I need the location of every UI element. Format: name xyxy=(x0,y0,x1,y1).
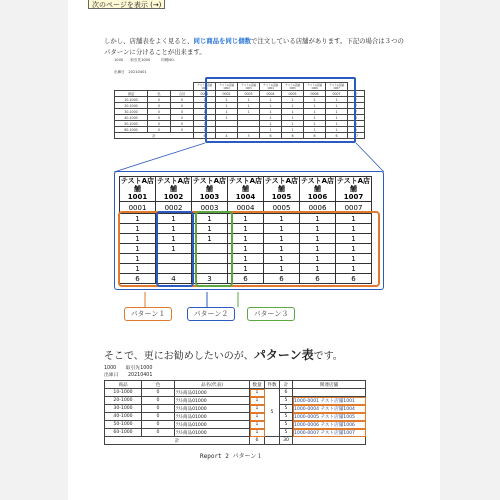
column-header: 計 xyxy=(280,381,293,389)
row-total-cell: 5 xyxy=(280,405,293,413)
shop-code-cell: 0006 xyxy=(300,202,336,214)
item-cell: 50-1000 xyxy=(105,421,142,429)
shop-name-cell: テストA店舗1006 xyxy=(304,83,326,91)
total-label: 計 xyxy=(105,437,250,445)
table-row xyxy=(105,389,366,397)
qty-cell: 1 xyxy=(194,97,216,103)
qty-cell: 1 xyxy=(264,264,300,274)
qty-cell: 1 xyxy=(260,127,282,133)
pattern1-label: パターン１ xyxy=(124,307,172,321)
total-row xyxy=(105,437,366,445)
sum-cell: 0 xyxy=(171,115,194,121)
color-cell: 0 xyxy=(142,389,175,397)
qty-cell: 1 xyxy=(250,421,265,429)
qty-cell: 1 xyxy=(326,97,348,103)
item-cell: 20-1000 xyxy=(115,103,148,109)
row-total-cell: 5 xyxy=(280,421,293,429)
qty-cell: 1 xyxy=(192,234,228,244)
column-header: 関連店舗 xyxy=(293,381,366,389)
product-name-cell: ﾃｽﾄ商品01000 xyxy=(175,421,250,429)
column-total-cell: 6 xyxy=(336,274,372,284)
qty-cell: 1 xyxy=(120,254,156,264)
qty-cell: 1 xyxy=(264,224,300,234)
report2-date: 出庫日 20210401 xyxy=(104,372,153,378)
qty-cell: 1 xyxy=(260,115,282,121)
qty-cell: 1 xyxy=(194,127,216,133)
qty-cell: 1 xyxy=(260,109,282,115)
report2 xyxy=(104,366,374,445)
column-header: 色 xyxy=(142,381,175,389)
related-shop-cell: 1000-0006 テスト店舗1006 xyxy=(293,421,366,429)
qty-cell: 1 xyxy=(304,97,326,103)
related-shop-cell: 1000-0004 テスト店舗1004 xyxy=(293,405,366,413)
column-total-cell: 3 xyxy=(238,133,260,139)
qty-cell: 1 xyxy=(216,97,238,103)
color-cell: 0 xyxy=(148,109,171,115)
qty-cell: 1 xyxy=(228,264,264,274)
column-total-cell: 6 xyxy=(260,133,282,139)
report1-date: 出庫日 20210401 xyxy=(114,70,147,74)
shop-code-cell: 0001 xyxy=(194,91,216,97)
row-total-cell: 7 xyxy=(348,103,365,109)
pattern2-outline xyxy=(156,211,194,287)
qty-cell: 1 xyxy=(156,214,192,224)
color-cell: 0 xyxy=(148,115,171,121)
qty-cell: 1 xyxy=(260,97,282,103)
shop-name-cell: テストA店舗 1004 xyxy=(228,177,263,201)
qty-cell: 1 xyxy=(326,103,348,109)
sum-cell: 0 xyxy=(171,121,194,127)
table-cell xyxy=(293,437,366,445)
qty-total-cell: 6 xyxy=(250,437,265,445)
shop-code-cell: 0007 xyxy=(336,202,372,214)
column-total-cell: 6 xyxy=(228,274,264,284)
row-total-cell: 6 xyxy=(280,389,293,397)
zoomed-table-panel xyxy=(114,171,384,290)
qty-cell: 1 xyxy=(120,234,156,244)
section-headline: そこで、更にお勧めしたいのが、パターン表です。 xyxy=(104,348,343,362)
qty-cell: 1 xyxy=(238,103,260,109)
row-total-cell: 6 xyxy=(348,115,365,121)
qty-cell: 1 xyxy=(192,214,228,224)
qty-cell: 1 xyxy=(238,97,260,103)
shop-code-cell: 0003 xyxy=(238,91,260,97)
qty-cell: 1 xyxy=(336,244,372,254)
item-cell: 20-1000 xyxy=(105,397,142,405)
qty-cell: 1 xyxy=(264,234,300,244)
column-total-cell: 4 xyxy=(156,274,192,284)
column-total-cell: 4 xyxy=(216,133,238,139)
qty-cell: 1 xyxy=(282,109,304,115)
qty-cell: 1 xyxy=(326,109,348,115)
figure-caption: Report 2 パターン１ xyxy=(200,453,263,460)
qty-cell: 1 xyxy=(300,224,336,234)
column-total-cell: 6 xyxy=(194,133,216,139)
qty-cell: 1 xyxy=(282,97,304,103)
color-cell: 0 xyxy=(142,405,175,413)
table-row xyxy=(105,405,366,413)
color-cell: 0 xyxy=(148,121,171,127)
shop-name-cell: テストA店舗 1006 xyxy=(300,177,335,201)
qty-cell: 1 xyxy=(156,244,192,254)
qty-cell: 1 xyxy=(282,103,304,109)
column-total-cell: 6 xyxy=(304,133,326,139)
row-total-cell: 7 xyxy=(348,97,365,103)
qty-cell: 1 xyxy=(264,254,300,264)
zoom-shop-row xyxy=(120,177,372,202)
qty-cell: 1 xyxy=(300,234,336,244)
qty-cell: 1 xyxy=(228,254,264,264)
pattern2-label: パターン２ xyxy=(187,307,235,321)
qty-cell: 1 xyxy=(250,413,265,421)
shop-code-cell: 0004 xyxy=(228,202,264,214)
row-total-cell: 5 xyxy=(348,127,365,133)
qty-cell: 1 xyxy=(250,397,265,405)
qty-cell: 1 xyxy=(228,244,264,254)
pattern3-outline xyxy=(195,211,233,287)
product-name-cell: ﾃｽﾄ商品01000 xyxy=(175,389,250,397)
shop-name-cell: テストA店舗 1007 xyxy=(336,177,371,201)
shop-code-cell: 0002 xyxy=(216,91,238,97)
shop-code-cell: 0007 xyxy=(326,91,348,97)
qty-cell: 1 xyxy=(304,121,326,127)
table-row xyxy=(105,397,366,405)
next-page-button[interactable]: 次のページを表示 (→) xyxy=(88,0,165,9)
column-header: 数量 xyxy=(250,381,265,389)
column-header: 商品 xyxy=(105,381,142,389)
qty-cell: 1 xyxy=(194,109,216,115)
column-total-cell: 6 xyxy=(300,274,336,284)
qty-cell: 1 xyxy=(336,254,372,264)
qty-cell: 1 xyxy=(156,224,192,234)
count-cell: 5 xyxy=(265,389,280,437)
qty-cell: 1 xyxy=(250,389,265,397)
qty-cell: 1 xyxy=(238,109,260,115)
shop-name-cell: テストA店舗1007 xyxy=(326,83,348,91)
qty-cell: 1 xyxy=(228,214,264,224)
qty-cell: 1 xyxy=(282,115,304,121)
column-header: 色 xyxy=(148,91,171,97)
sum-cell: 0 xyxy=(171,127,194,133)
qty-cell: 1 xyxy=(156,234,192,244)
shop-name-cell: テストA店舗1003 xyxy=(238,83,260,91)
intro-paragraph: しかし、店舗表をよく見ると、同じ商品を同じ個数で注文している店舗があります。下記の場合は３つのパターンに分けることが出来ます。 xyxy=(104,37,404,56)
qty-cell: 1 xyxy=(250,405,265,413)
qty-cell: 1 xyxy=(120,244,156,254)
column-header: 商品 xyxy=(115,91,148,97)
related-shop-cell: 1000-0001 テスト店舗1001 xyxy=(293,397,366,405)
qty-cell: 1 xyxy=(216,115,238,121)
column-header: 合計 xyxy=(171,91,194,97)
item-cell: 50-1000 xyxy=(115,121,148,127)
qty-cell: 1 xyxy=(304,103,326,109)
row-total-cell: 5 xyxy=(280,413,293,421)
color-cell: 0 xyxy=(142,397,175,405)
qty-cell: 1 xyxy=(336,264,372,274)
pattern3-label: パターン３ xyxy=(247,307,295,321)
qty-cell: 1 xyxy=(120,264,156,274)
qty-cell: 1 xyxy=(192,224,228,234)
shop-name-cell: テストA店舗 1002 xyxy=(156,177,191,201)
shop-code-cell: 0005 xyxy=(282,91,304,97)
color-cell: 0 xyxy=(142,429,175,437)
qty-cell: 1 xyxy=(216,109,238,115)
shop-code-cell: 0005 xyxy=(264,202,300,214)
qty-cell: 1 xyxy=(216,103,238,109)
qty-cell: 1 xyxy=(300,214,336,224)
column-header: 件数 xyxy=(265,381,280,389)
qty-cell: 1 xyxy=(250,429,265,437)
color-cell: 0 xyxy=(148,103,171,109)
row-total-cell: 7 xyxy=(348,109,365,115)
sum-cell: 0 xyxy=(171,103,194,109)
color-cell: 0 xyxy=(142,413,175,421)
shop-list-cell xyxy=(293,389,366,397)
item-cell: 30-1000 xyxy=(105,405,142,413)
qty-cell: 1 xyxy=(194,121,216,127)
shop-code-cell: 0002 xyxy=(156,202,192,214)
qty-cell: 1 xyxy=(304,127,326,133)
report2-table xyxy=(104,380,366,445)
item-cell: 30-1000 xyxy=(115,109,148,115)
table-cell xyxy=(265,437,280,445)
table-row xyxy=(105,413,366,421)
product-name-cell: ﾃｽﾄ商品01000 xyxy=(175,397,250,405)
item-cell: 10-1000 xyxy=(115,97,148,103)
item-cell: 60-1000 xyxy=(105,429,142,437)
qty-cell: 1 xyxy=(264,244,300,254)
shop-name-cell: テストA店舗 1001 xyxy=(120,177,155,201)
row-total-cell: 5 xyxy=(348,121,365,127)
column-total-cell: 6 xyxy=(326,133,348,139)
color-cell: 0 xyxy=(142,421,175,429)
column-header: 品名(代表) xyxy=(175,381,250,389)
shop-name-cell: テストA店舗1004 xyxy=(260,83,282,91)
color-cell: 0 xyxy=(148,127,171,133)
qty-cell: 1 xyxy=(326,121,348,127)
item-cell: 60-1000 xyxy=(115,127,148,133)
sum-cell: 0 xyxy=(171,109,194,115)
item-cell: 40-1000 xyxy=(105,413,142,421)
column-total-cell: 3 xyxy=(192,274,228,284)
intro-highlight: 同じ商品を同じ個数 xyxy=(193,37,251,45)
qty-cell: 1 xyxy=(264,214,300,224)
shop-name-cell: テストA店舗 1003 xyxy=(192,177,227,201)
qty-cell: 1 xyxy=(326,115,348,121)
qty-cell: 1 xyxy=(336,224,372,234)
shop-code-cell: 0004 xyxy=(260,91,282,97)
product-name-cell: ﾃｽﾄ商品01000 xyxy=(175,405,250,413)
grand-total-cell: 30 xyxy=(280,437,293,445)
qty-cell: 1 xyxy=(336,234,372,244)
shop-code-cell: 0003 xyxy=(192,202,228,214)
table-row xyxy=(105,421,366,429)
shop-name-cell: テストA店舗1002 xyxy=(216,83,238,91)
report1-header: 1000 取引先1000 印刷NO. xyxy=(114,58,175,62)
qty-cell: 1 xyxy=(304,109,326,115)
qty-cell: 1 xyxy=(300,264,336,274)
shop-code-cell: 0001 xyxy=(120,202,156,214)
sum-cell: 0 xyxy=(171,97,194,103)
report2-header-row xyxy=(105,381,366,389)
column-total-cell: 6 xyxy=(120,274,156,284)
product-name-cell: ﾃｽﾄ商品01000 xyxy=(175,429,250,437)
qty-cell: 1 xyxy=(300,254,336,264)
qty-cell: 1 xyxy=(300,244,336,254)
qty-cell: 1 xyxy=(282,127,304,133)
qty-cell: 1 xyxy=(120,224,156,234)
qty-cell: 1 xyxy=(260,121,282,127)
shop-code-cell: 0006 xyxy=(304,91,326,97)
qty-cell: 1 xyxy=(194,103,216,109)
report2-header: 1000 取引先1000 xyxy=(104,366,153,371)
shop-name-cell: テストA店舗 1005 xyxy=(264,177,299,201)
item-cell: 40-1000 xyxy=(115,115,148,121)
table-row xyxy=(105,429,366,437)
related-shop-cell: 1000-0007 テスト店舗1007 xyxy=(293,429,366,437)
shop-name-cell: テストA店舗1001 xyxy=(194,83,216,91)
qty-cell: 1 xyxy=(336,214,372,224)
shop-name-cell: テストA店舗1005 xyxy=(282,83,304,91)
color-cell: 0 xyxy=(148,97,171,103)
column-header: 計 xyxy=(348,91,365,97)
qty-cell: 1 xyxy=(228,234,264,244)
grand-total-cell: 37 xyxy=(348,133,365,139)
qty-cell: 1 xyxy=(228,224,264,234)
qty-cell: 1 xyxy=(282,121,304,127)
row-total-cell: 5 xyxy=(280,397,293,405)
related-shop-cell: 1000-0005 テスト店舗1005 xyxy=(293,413,366,421)
qty-cell: 1 xyxy=(260,103,282,109)
product-name-cell: ﾃｽﾄ商品01000 xyxy=(175,413,250,421)
qty-cell: 1 xyxy=(194,115,216,121)
qty-cell: 1 xyxy=(304,115,326,121)
row-total-cell: 5 xyxy=(280,429,293,437)
qty-cell: 1 xyxy=(326,127,348,133)
column-total-cell: 6 xyxy=(282,133,304,139)
qty-cell: 1 xyxy=(120,214,156,224)
item-cell: 10-1000 xyxy=(105,389,142,397)
column-total-cell: 6 xyxy=(264,274,300,284)
total-label: 計 xyxy=(115,133,194,139)
